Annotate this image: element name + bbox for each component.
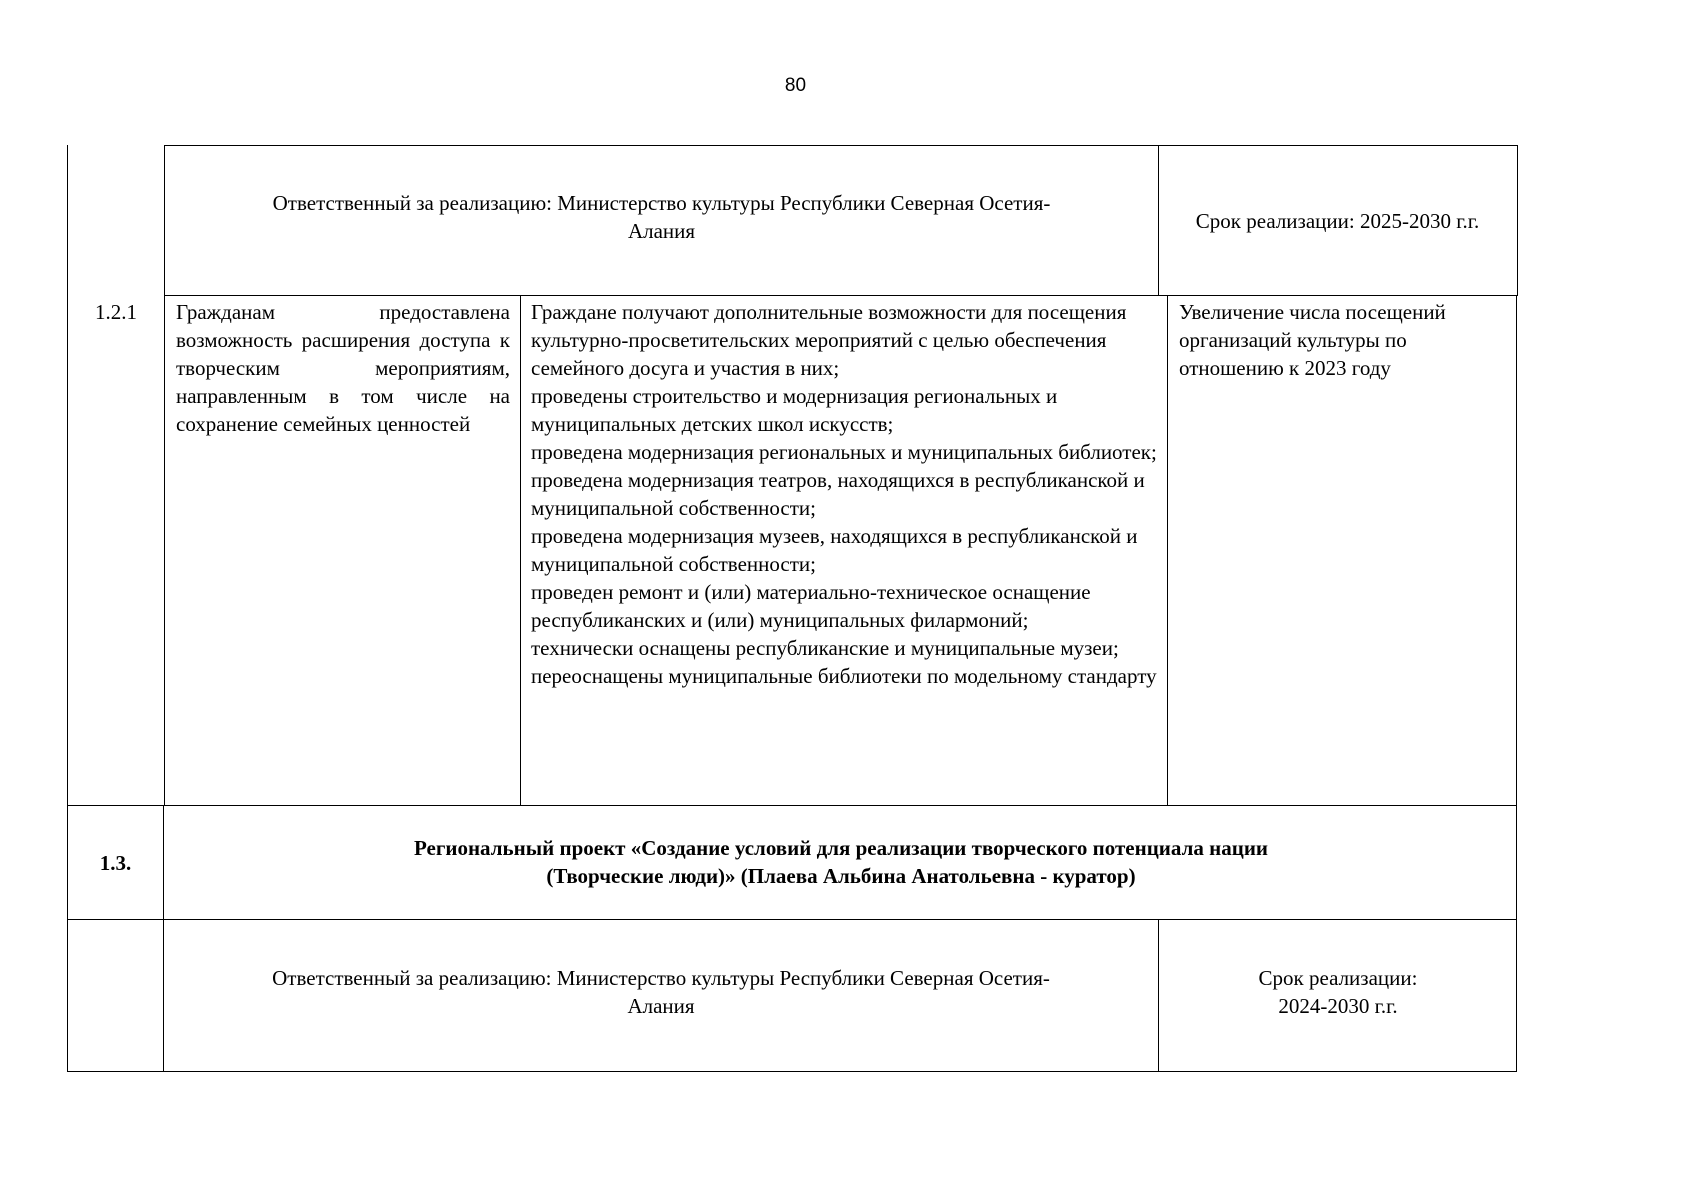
result-item: проведена модернизация региональных и муниципальных библиотек;	[531, 440, 1157, 464]
table-row-responsible-2024	[67, 920, 1517, 1072]
table-row-1-3	[67, 806, 1517, 920]
result-item: проведена модернизация театров, находящихся в республиканской и муниципальной собственности;	[531, 468, 1145, 520]
term-cell	[1158, 145, 1518, 296]
responsible-text: Ответственный за реализацию: Министерство культуры Республики Северная Осетия-Алания	[272, 190, 1051, 243]
table-row-1-2-1	[67, 296, 1517, 806]
number-cell	[68, 806, 164, 919]
result-item: проведена модернизация музеев, находящихся в республиканской и муниципальной собственности;	[531, 524, 1138, 576]
project-title-line: Региональный проект «Создание условий для реализации творческого потенциала нации	[413, 835, 1269, 860]
project-title-cell	[164, 806, 1518, 919]
responsible-cell	[164, 145, 1159, 296]
results-cell	[521, 296, 1168, 805]
page-number: 80	[784, 75, 807, 96]
table-row-responsible-2025	[67, 145, 1517, 296]
result-item: технически оснащены республиканские и муниципальные музеи;	[531, 636, 1119, 660]
term-label: Срок реализации:	[1258, 965, 1418, 990]
number-cell: 1.2.1	[95, 300, 137, 324]
number-cell-empty	[68, 145, 164, 296]
result-item: проведен ремонт и (или) материально-техническое оснащение республиканских и (или) муниципальных филармоний;	[531, 580, 1091, 632]
indicator-cell: Увеличение числа посещений организаций культуры по отношению к 2023 году	[1179, 300, 1446, 380]
term-text: Срок реализации: 2025-2030 г.г.	[1195, 208, 1480, 233]
plan-table	[67, 145, 1517, 1072]
project-title-line: (Творческие люди)» (Плаева Альбина Анатольевна - куратор)	[546, 863, 1136, 888]
term-cell	[1158, 920, 1518, 1071]
goal-cell: Гражданам предоставлена возможность расширения доступа к творческим мероприятиям, направленным в том числе на сохранение семейных ценностей	[164, 296, 521, 805]
result-item: проведены строительство и модернизация региональных и муниципальных детских школ искусств;	[531, 384, 1058, 436]
result-item: Граждане получают дополнительные возможности для посещения культурно-просветительских мероприятий с целью обеспечения семейного досуга и участия в них;	[531, 300, 1127, 380]
responsible-cell	[164, 920, 1159, 1071]
section-number: 1.3.	[99, 850, 132, 875]
result-item: переоснащены муниципальные библиотеки по модельному стандарту	[531, 664, 1157, 688]
number-cell-empty	[68, 920, 164, 1071]
term-years: 2024-2030 г.г.	[1278, 993, 1398, 1018]
responsible-text: Ответственный за реализацию: Министерство культуры Республики Северная Осетия-Алания	[272, 965, 1050, 1018]
